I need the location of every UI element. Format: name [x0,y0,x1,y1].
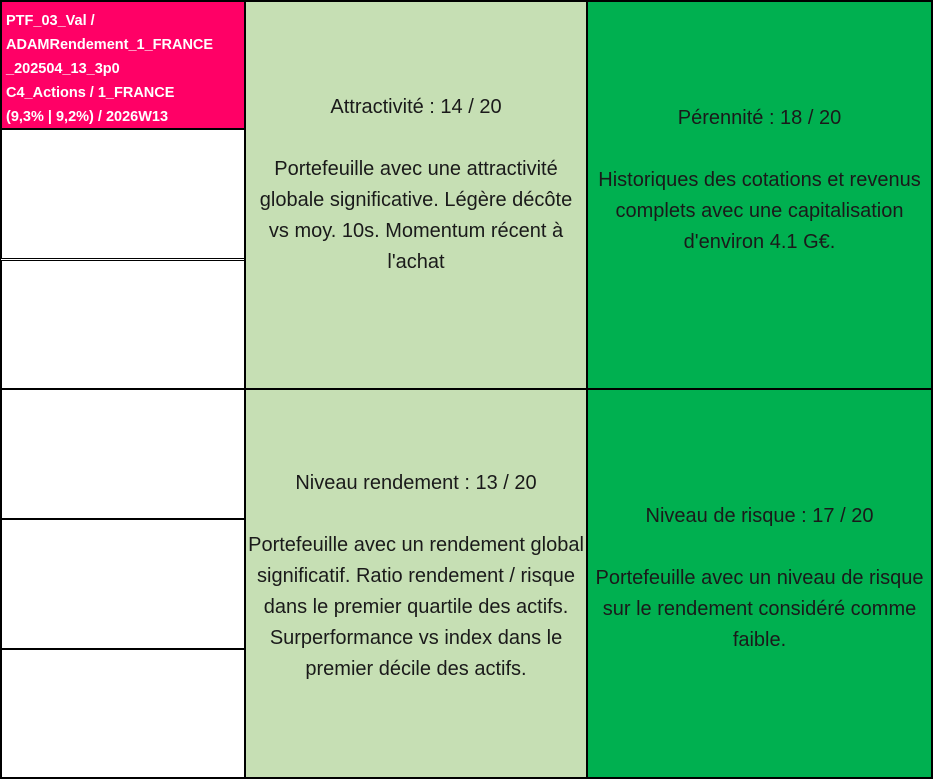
portfolio-title-line-3: _202504_13_3p0 [6,61,120,77]
risque-text: Portefeuille avec un niveau de risque sur le rendement considéré comme faible. [595,567,924,651]
perennite-heading: Pérennité : 18 / 20 [677,106,842,129]
attractivite-cell[interactable] [244,0,588,390]
portfolio-title-line-2: ADAMRendement_1_FRANCE [6,37,214,53]
perennite-text: Historiques des cotations et revenus complets avec une capitalisation d'environ 4.1 G€. [598,168,921,253]
empty-cell-4[interactable] [0,518,246,650]
perennite-cell[interactable] [586,0,933,390]
rendement-text: Portefeuille avec un rendement global significatif. Ratio rendement / risque dans le premier quartile des actifs. Surperformance vs index dans le premier décile des actifs. [248,534,584,680]
rendement-heading: Niveau rendement : 13 / 20 [295,472,537,494]
risque-heading: Niveau de risque : 17 / 20 [645,505,874,527]
portfolio-title-line-5: (9,3% | 9,2%) / 2026W13 [6,109,169,125]
empty-cell-1[interactable] [0,128,246,260]
empty-cell-2[interactable] [0,258,246,390]
portfolio-title-line-4: C4_Actions / 1_FRANCE [6,85,175,101]
portfolio-title-cell[interactable] [0,0,246,130]
portfolio-title-line-1: PTF_03_Val / [6,13,95,29]
empty-cell-5[interactable] [0,648,246,779]
attractivite-text: Portefeuille avec une attractivité globale significative. Légère décôte vs moy. 10s. Momentum récent à l'achat [259,158,573,273]
risque-cell[interactable] [586,388,933,779]
rendement-cell[interactable] [244,388,588,779]
attractivite-heading: Attractivité : 14 / 20 [330,96,502,118]
empty-cell-3[interactable] [0,388,246,520]
